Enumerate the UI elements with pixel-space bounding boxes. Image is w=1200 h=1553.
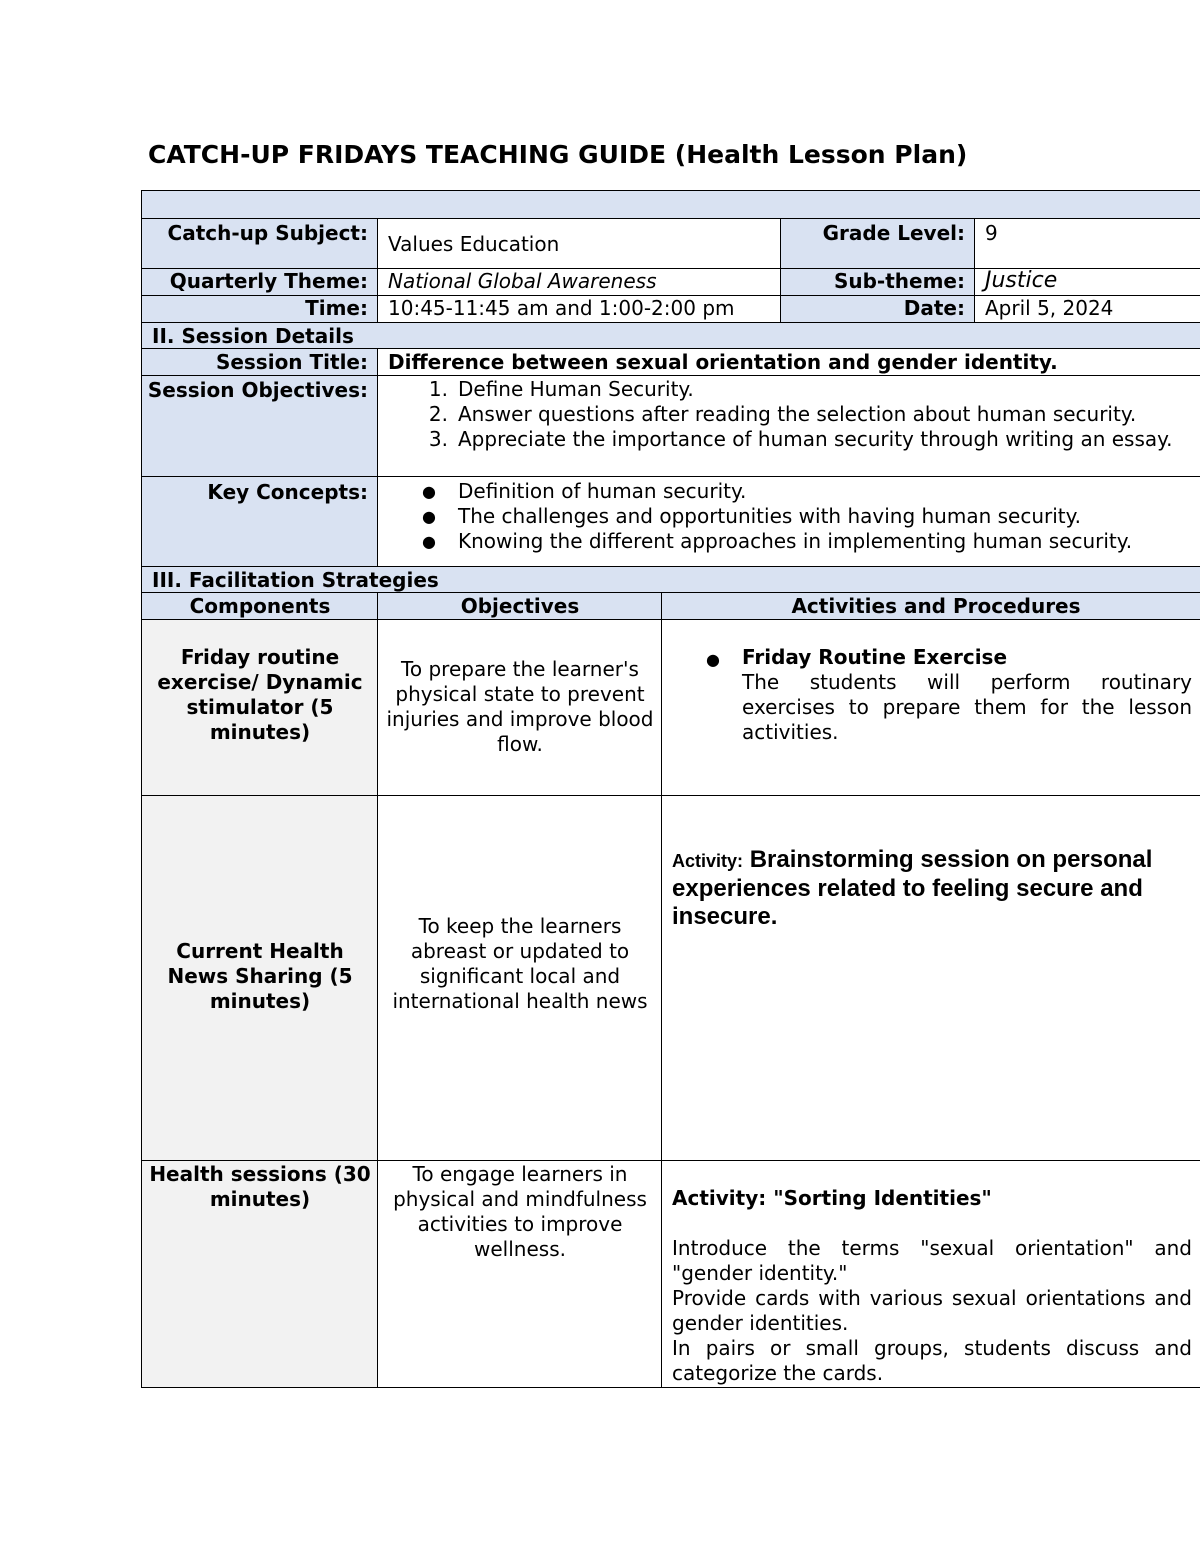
key-concepts-list [377, 476, 1200, 568]
theme-value: National Global Awareness [377, 268, 782, 297]
column-header-components: Components [141, 592, 379, 621]
theme-label: Quarterly Theme: [141, 268, 379, 297]
session-title-label: Session Title: [141, 348, 379, 377]
activity-health-news [661, 795, 1200, 1162]
page-title: CATCH-UP FRIDAYS TEACHING GUIDE (Health Lesson Plan) [148, 140, 968, 169]
activity-title: Activity: "Sorting Identities" [672, 1186, 992, 1210]
time-value: 10:45-11:45 am and 1:00-2:00 pm [377, 295, 782, 324]
subtheme-value: Justice [974, 268, 1200, 297]
date-value: April 5, 2024 [974, 295, 1200, 324]
facilitation-heading: III. Facilitation Strategies [141, 566, 1200, 594]
bullet-icon: ● [706, 650, 720, 669]
objective-health-news: To keep the learners abreast or updated to significant local and international health news [377, 795, 663, 1162]
subtheme-label: Sub-theme: [780, 268, 976, 297]
concept-item: ● Definition of human security. [422, 479, 747, 503]
column-header-objectives: Objectives [377, 592, 663, 621]
column-header-activities: Activities and Procedures [661, 592, 1200, 621]
table-header-band [141, 190, 1200, 220]
component-health-sessions: Health sessions (30 minutes) [141, 1160, 379, 1388]
concept-item: ● Knowing the different approaches in implementing human security. [422, 529, 1133, 553]
component-health-news: Current Health News Sharing (5 minutes) [141, 795, 379, 1162]
session-objectives-list [377, 375, 1200, 478]
component-friday-routine: Friday routine exercise/ Dynamic stimulator (5 minutes) [141, 619, 379, 797]
key-concepts-label: Key Concepts: [141, 476, 379, 568]
activity-step: In pairs or small groups, students discuss and categorize the cards. [672, 1336, 1192, 1385]
concept-item: ● The challenges and opportunities with having human security. [422, 504, 1081, 528]
grade-label: Grade Level: [780, 218, 976, 270]
session-objectives-label: Session Objectives: [141, 375, 379, 478]
activity-label: Activity: [672, 851, 744, 871]
time-label: Time: [141, 295, 379, 324]
objective-friday-routine: To prepare the learner's physical state to prevent injuries and improve blood flow. [377, 619, 663, 797]
activity-health-sessions [661, 1160, 1200, 1388]
activity-step: Provide cards with various sexual orientations and gender identities. [672, 1286, 1192, 1335]
session-title-value: Difference between sexual orientation and gender identity. [377, 348, 1200, 377]
objective-item: 1. Define Human Security. [428, 377, 694, 401]
activity-text: Brainstorming session on personal experiences related to feeling secure and insecure. [672, 846, 1153, 930]
date-label: Date: [780, 295, 976, 324]
activity-text: The students will perform routinary exercises to prepare them for the lesson activities. [742, 670, 1192, 744]
objective-item: 2. Answer questions after reading the selection about human security. [428, 402, 1137, 426]
subject-value: Values Education [377, 218, 782, 270]
activity-step: Introduce the terms "sexual orientation" and "gender identity." [672, 1236, 1192, 1285]
session-details-heading: II. Session Details [141, 322, 1200, 350]
grade-value: 9 [974, 218, 1200, 270]
subject-label: Catch-up Subject: [141, 218, 379, 270]
objective-item: 3. Appreciate the importance of human security through writing an essay. [428, 427, 1173, 451]
objective-health-sessions: To engage learners in physical and mindfulness activities to improve wellness. [377, 1160, 663, 1388]
activity-title: Friday Routine Exercise [742, 645, 1008, 669]
activity-friday-routine [661, 619, 1200, 797]
